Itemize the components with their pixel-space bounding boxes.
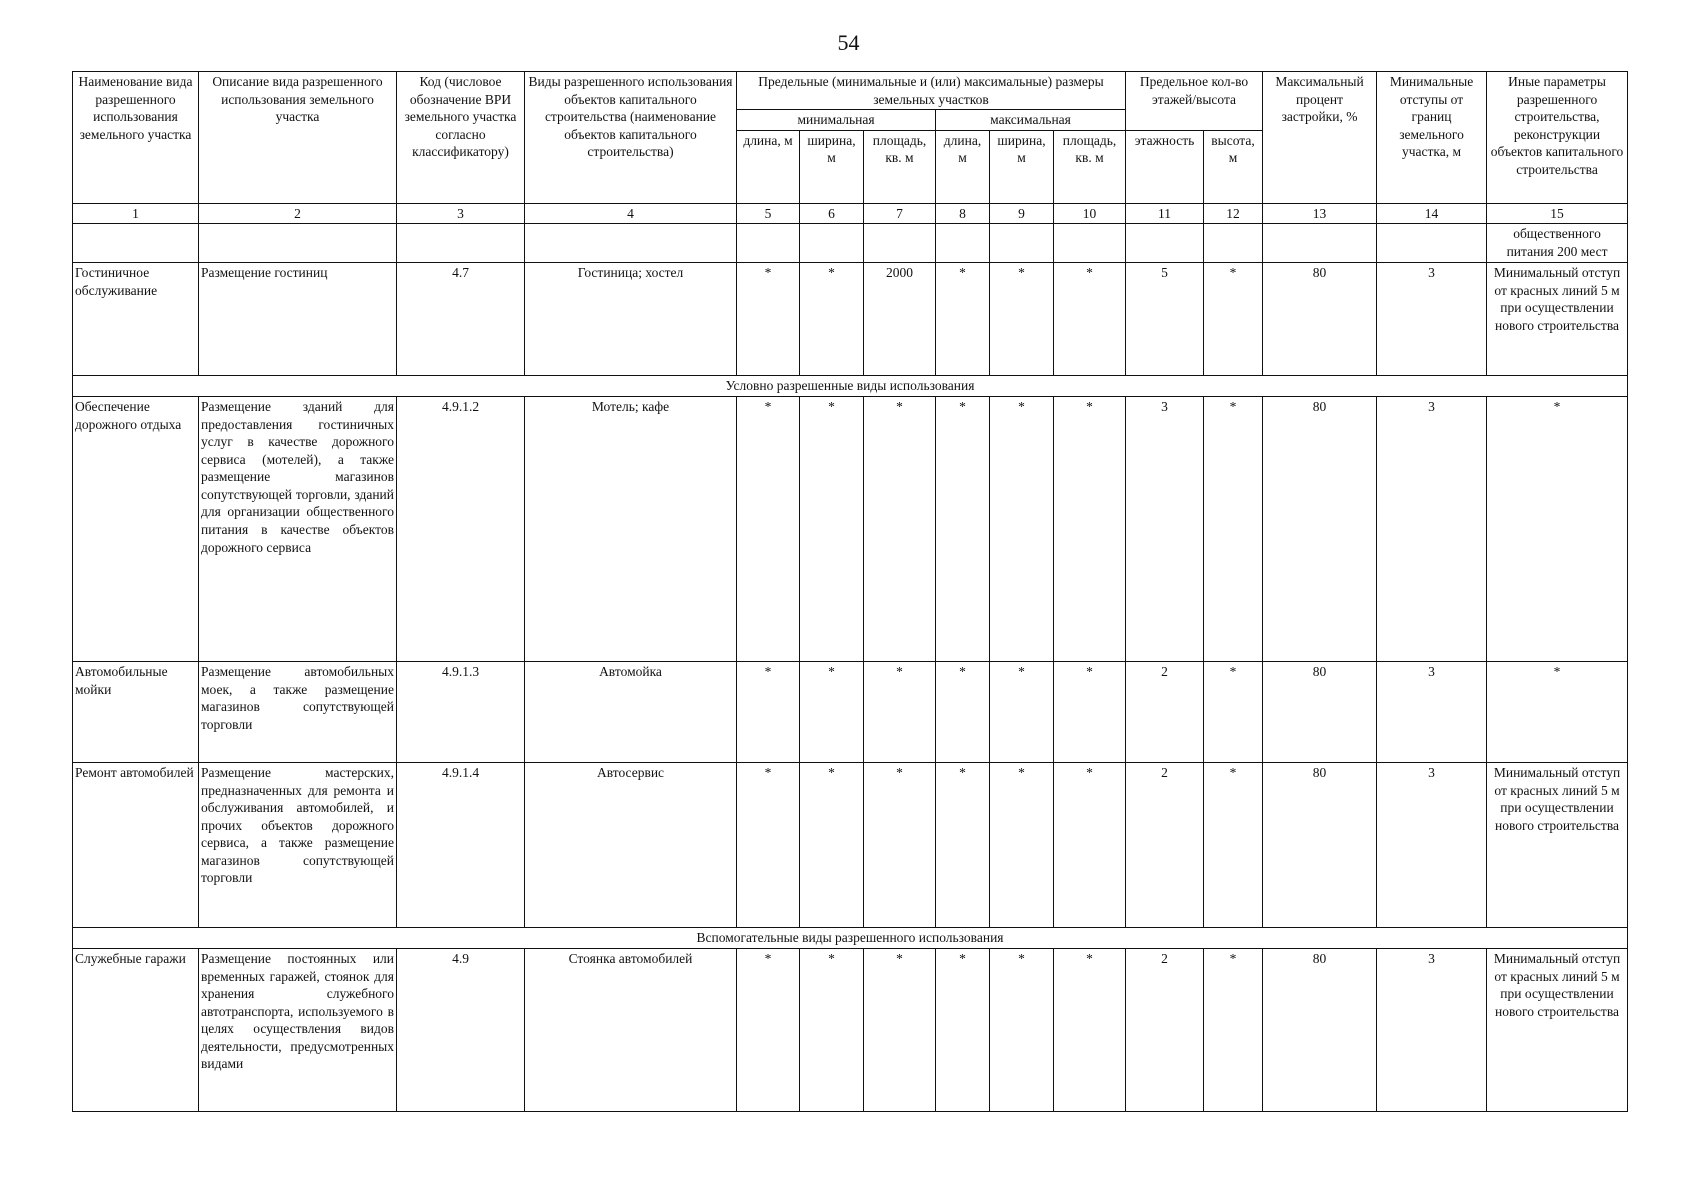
column-number: 12 xyxy=(1204,203,1263,224)
code-cell: 4.9.1.4 xyxy=(397,763,525,928)
column-number: 7 xyxy=(864,203,936,224)
value-cell: * xyxy=(990,763,1054,928)
value-cell: * xyxy=(800,263,864,376)
value-cell: * xyxy=(737,662,800,763)
value-cell: 2 xyxy=(1126,763,1204,928)
column-number: 1 xyxy=(73,203,199,224)
header-max-length: длина, м xyxy=(936,130,990,203)
column-number: 10 xyxy=(1054,203,1126,224)
table-row xyxy=(73,763,1628,928)
header-max-width: ширина, м xyxy=(990,130,1054,203)
column-number: 5 xyxy=(737,203,800,224)
header-objects: Виды разрешенного использования объектов капитального строительства (наименование объектов капитального строительства) xyxy=(525,72,737,204)
other-params-cell: * xyxy=(1487,397,1628,662)
value-cell: * xyxy=(990,949,1054,1112)
value-cell: * xyxy=(936,763,990,928)
use-name-cell: Автомобильные мойки xyxy=(73,662,199,763)
table-row xyxy=(73,397,1628,662)
value-cell: 3 xyxy=(1377,763,1487,928)
value-cell: * xyxy=(1204,949,1263,1112)
header-plot-sizes: Предельные (минимальные и (или) максимальные) размеры земельных участков xyxy=(737,72,1126,110)
column-number: 2 xyxy=(199,203,397,224)
value-cell: 2000 xyxy=(864,263,936,376)
value-cell: * xyxy=(800,397,864,662)
header-description: Описание вида разрешенного использования земельного участка xyxy=(199,72,397,204)
column-number: 4 xyxy=(525,203,737,224)
value-cell: * xyxy=(800,662,864,763)
other-params-cell: Минимальный отступ от красных линий 5 м при осуществлении нового строительства xyxy=(1487,949,1628,1112)
value-cell: * xyxy=(1204,263,1263,376)
section-row xyxy=(73,928,1628,949)
objects-cell: Автосервис xyxy=(525,763,737,928)
use-description-cell: Размещение гостиниц xyxy=(199,263,397,376)
value-cell: * xyxy=(936,662,990,763)
value-cell: * xyxy=(864,949,936,1112)
column-number: 8 xyxy=(936,203,990,224)
header-minimum: минимальная xyxy=(737,110,936,131)
column-number: 6 xyxy=(800,203,864,224)
header-floors-height: Предельное кол-во этажей/высота xyxy=(1126,72,1263,131)
value-cell: 3 xyxy=(1377,397,1487,662)
value-cell: 80 xyxy=(1263,263,1377,376)
value-cell: * xyxy=(737,949,800,1112)
objects-cell: Мотель; кафе xyxy=(525,397,737,662)
objects-cell: Автомойка xyxy=(525,662,737,763)
value-cell: 80 xyxy=(1263,397,1377,662)
value-cell: * xyxy=(800,949,864,1112)
column-number: 3 xyxy=(397,203,525,224)
value-cell: * xyxy=(1204,397,1263,662)
other-params-cell: * xyxy=(1487,662,1628,763)
column-number: 14 xyxy=(1377,203,1487,224)
code-cell: 4.9.1.2 xyxy=(397,397,525,662)
value-cell: 3 xyxy=(1377,949,1487,1112)
value-cell: * xyxy=(864,397,936,662)
value-cell: * xyxy=(1054,263,1126,376)
value-cell: 5 xyxy=(1126,263,1204,376)
use-description-cell: Размещение автомобильных моек, а также размещение магазинов сопутствующей торговли xyxy=(199,662,397,763)
column-number-row xyxy=(73,203,1628,224)
zoning-table xyxy=(72,71,1628,1112)
value-cell: * xyxy=(864,763,936,928)
value-cell: * xyxy=(737,263,800,376)
value-cell: * xyxy=(800,763,864,928)
value-cell: 80 xyxy=(1263,763,1377,928)
header-floors: этажность xyxy=(1126,130,1204,203)
use-name-cell: Гостиничное обслуживание xyxy=(73,263,199,376)
use-description-cell: Размещение зданий для предоставления гостиничных услуг в качестве дорожного сервиса (мотелей), а также размещение магазинов сопутствующей торговли, зданий для организации общественного питания в качестве объектов дорожного сервиса xyxy=(199,397,397,662)
value-cell: * xyxy=(990,397,1054,662)
use-name-cell: Служебные гаражи xyxy=(73,949,199,1112)
header-min-length: длина, м xyxy=(737,130,800,203)
header-row xyxy=(73,72,1628,110)
section-title: Условно разрешенные виды использования xyxy=(73,376,1628,397)
code-cell: 4.7 xyxy=(397,263,525,376)
header-name: Наименование вида разрешенного использования земельного участка xyxy=(73,72,199,204)
objects-cell: Гостиница; хостел xyxy=(525,263,737,376)
header-min-setback: Минимальные отступы от границ земельного участка, м xyxy=(1377,72,1487,204)
value-cell: 80 xyxy=(1263,949,1377,1112)
section-row xyxy=(73,376,1628,397)
use-description-cell: Размещение постоянных или временных гаражей, стоянок для хранения служебного автотранспорта, используемого в целях осуществления видов деятельности, предусмотренных видами xyxy=(199,949,397,1112)
column-number: 13 xyxy=(1263,203,1377,224)
value-cell: 3 xyxy=(1377,662,1487,763)
value-cell: * xyxy=(1054,949,1126,1112)
table-row xyxy=(73,949,1628,1112)
value-cell: 3 xyxy=(1377,263,1487,376)
code-cell: 4.9.1.3 xyxy=(397,662,525,763)
value-cell: * xyxy=(1054,397,1126,662)
header-max-area: площадь, кв. м xyxy=(1054,130,1126,203)
header-height: высота, м xyxy=(1204,130,1263,203)
header-code: Код (числовое обозначение ВРИ земельного участка согласно классификатору) xyxy=(397,72,525,204)
page-number: 54 xyxy=(837,30,860,55)
code-cell: 4.9 xyxy=(397,949,525,1112)
other-params-cell: общественного питания 200 мест xyxy=(1487,224,1628,263)
column-number: 11 xyxy=(1126,203,1204,224)
value-cell: * xyxy=(936,949,990,1112)
table-row xyxy=(73,224,1628,263)
column-number: 15 xyxy=(1487,203,1628,224)
value-cell: 80 xyxy=(1263,662,1377,763)
value-cell: * xyxy=(737,763,800,928)
table-row xyxy=(73,263,1628,376)
value-cell: * xyxy=(1204,662,1263,763)
value-cell: * xyxy=(737,397,800,662)
header-maximum: максимальная xyxy=(936,110,1126,131)
section-title: Вспомогательные виды разрешенного использования xyxy=(73,928,1628,949)
value-cell: * xyxy=(990,662,1054,763)
header-min-area: площадь, кв. м xyxy=(864,130,936,203)
value-cell: * xyxy=(936,397,990,662)
table-row xyxy=(73,662,1628,763)
value-cell: * xyxy=(1204,763,1263,928)
value-cell: 2 xyxy=(1126,662,1204,763)
header-max-coverage: Максимальный процент застройки, % xyxy=(1263,72,1377,204)
objects-cell: Стоянка автомобилей xyxy=(525,949,737,1112)
other-params-cell: Минимальный отступ от красных линий 5 м при осуществлении нового строительства xyxy=(1487,763,1628,928)
value-cell: * xyxy=(990,263,1054,376)
use-name-cell: Ремонт автомобилей xyxy=(73,763,199,928)
use-name-cell: Обеспечение дорожного отдыха xyxy=(73,397,199,662)
value-cell: 2 xyxy=(1126,949,1204,1112)
value-cell: * xyxy=(1054,763,1126,928)
header-min-width: ширина, м xyxy=(800,130,864,203)
other-params-cell: Минимальный отступ от красных линий 5 м при осуществлении нового строительства xyxy=(1487,263,1628,376)
value-cell: * xyxy=(936,263,990,376)
value-cell: * xyxy=(864,662,936,763)
column-number: 9 xyxy=(990,203,1054,224)
header-other-params: Иные параметры разрешенного строительства, реконструкции объектов капитального строительства xyxy=(1487,72,1628,204)
value-cell: * xyxy=(1054,662,1126,763)
use-description-cell: Размещение мастерских, предназначенных для ремонта и обслуживания автомобилей, и прочих объектов дорожного сервиса, а также размещение магазинов сопутствующей торговли xyxy=(199,763,397,928)
value-cell: 3 xyxy=(1126,397,1204,662)
